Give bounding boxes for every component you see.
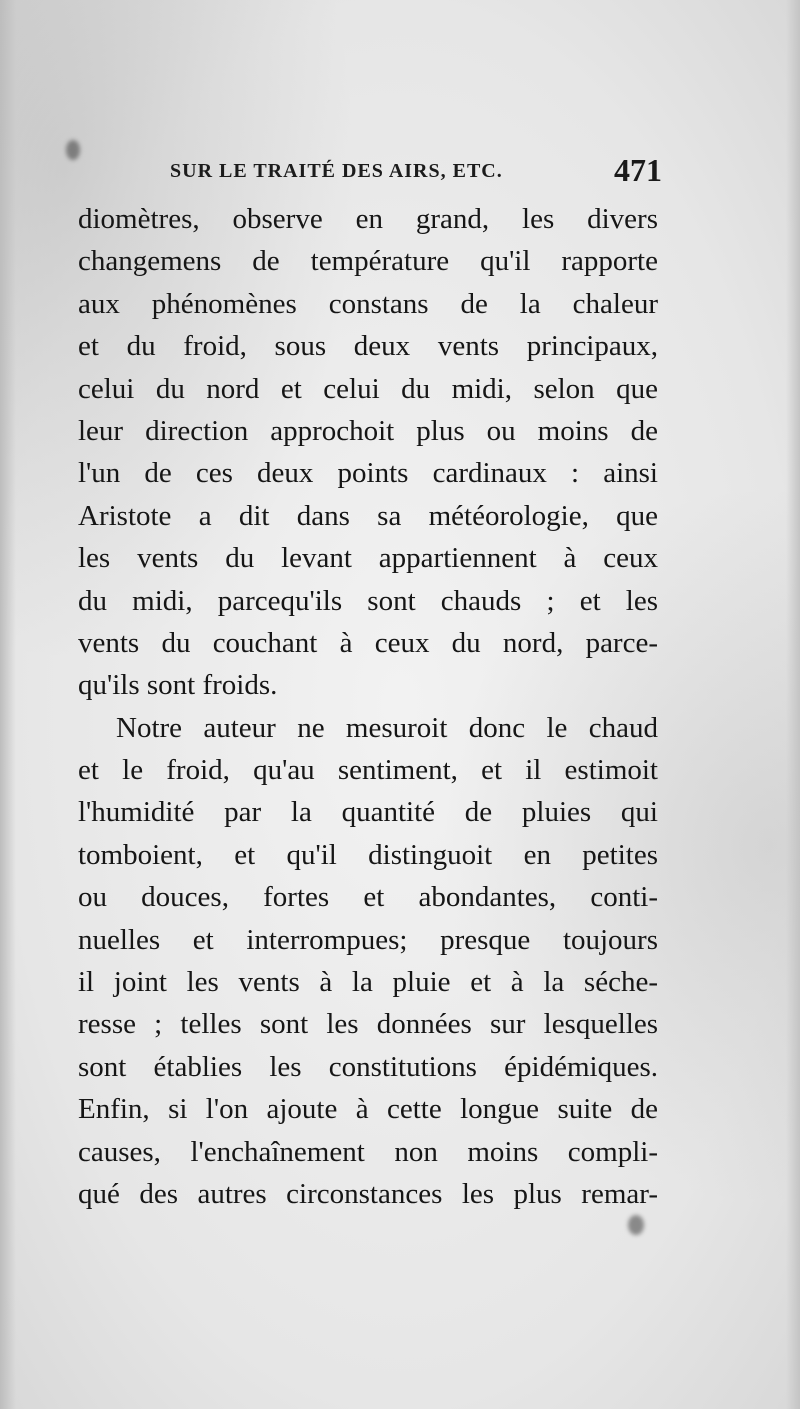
- text-line: et le froid, qu'au sentiment, et il estimoit: [78, 754, 658, 787]
- text-line: il joint les vents à la pluie et à la séche-: [78, 966, 658, 999]
- text-line: l'humidité par la quantité de pluies qui: [78, 796, 658, 829]
- ink-speck: [628, 1215, 644, 1235]
- text-line: et du froid, sous deux vents principaux,: [78, 330, 658, 363]
- text-line: vents du couchant à ceux du nord, parce-: [78, 626, 658, 659]
- text-line: qué des autres circonstances les plus remar-: [78, 1177, 658, 1210]
- text-line: Aristote a dit dans sa météorologie, que: [78, 499, 658, 532]
- text-line: diomètres, observe en grand, les divers: [78, 203, 658, 235]
- text-line: leur direction approchoit plus ou moins de: [78, 414, 658, 447]
- right-page-edge-shadow: [786, 0, 800, 1409]
- left-page-edge-shadow: [0, 0, 16, 1409]
- text-line: qu'ils sont froids.: [78, 669, 278, 702]
- text-line: celui du nord et celui du midi, selon que: [78, 372, 658, 405]
- text-line: changemens de température qu'il rapporte: [78, 245, 658, 278]
- text-line: du midi, parcequ'ils sont chauds ; et les: [78, 584, 658, 617]
- ink-speck: [66, 140, 80, 160]
- page-number: 471: [614, 152, 662, 188]
- text-line: tomboient, et qu'il distinguoit en petites: [78, 838, 658, 871]
- text-line: ou douces, fortes et abondantes, conti-: [78, 881, 658, 914]
- text-line: nuelles et interrompues; presque toujours: [78, 923, 658, 956]
- text-line: Enfin, si l'on ajoute à cette longue suite de: [78, 1093, 658, 1126]
- text-line: resse ; telles sont les données sur lesquelles: [78, 1008, 658, 1041]
- body-text: [78, 198, 658, 1215]
- text-line: Notre auteur ne mesuroit donc le chaud: [116, 711, 658, 744]
- text-line: les vents du levant appartiennent à ceux: [78, 542, 658, 575]
- text-line: aux phénomènes constans de la chaleur: [78, 287, 658, 320]
- text-line: causes, l'enchaînement non moins compli-: [78, 1135, 658, 1168]
- running-title: SUR LE TRAITÉ DES AIRS, ETC.: [170, 160, 503, 182]
- text-line: l'un de ces deux points cardinaux : ainsi: [78, 457, 658, 490]
- running-header: [160, 150, 670, 194]
- text-line: sont établies les constitutions épidémiques.: [78, 1050, 658, 1083]
